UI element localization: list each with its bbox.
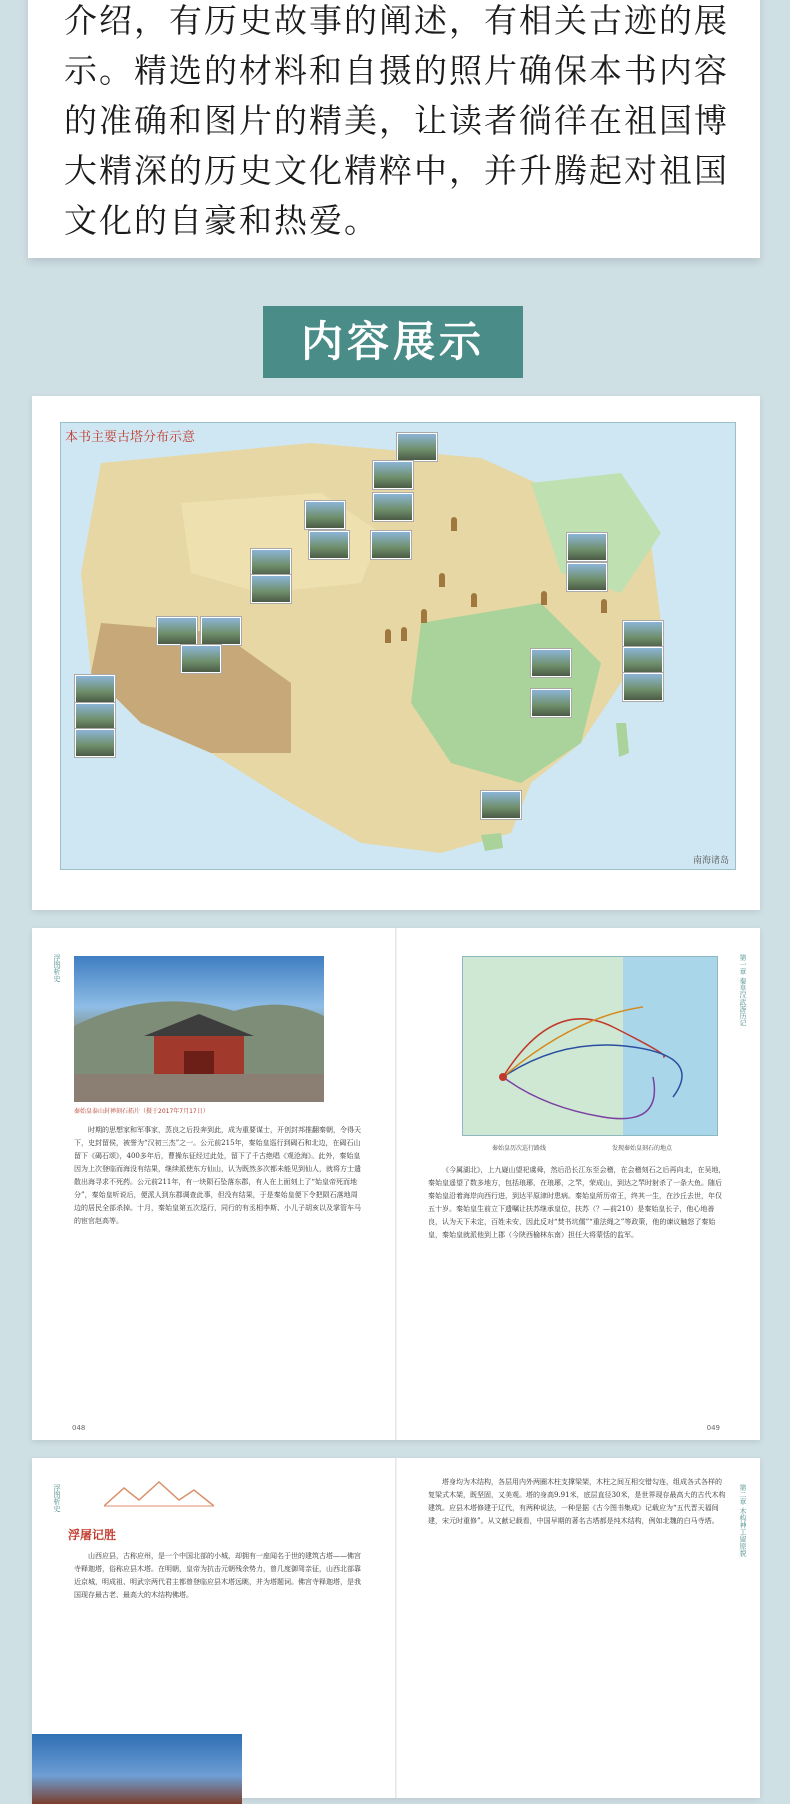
right-page-text: 塔身均为木结构，各层用内外两圈木柱支撑梁架，木柱之间互相交错勾连，组成各式各样的复梁式木架，既坚固，又美观。塔的身高9.91米，底层直径30米，是世界现存最高大的古代木构建筑。应县木塔修建于辽代，有两种说法，一种是据《古今图书集成》记载应为“五代晋天福间建，宋元时重修”。从文献记载看，中国早期的著名古塔都是纯木结构，例如北魏的白马寺塔。 bbox=[428, 1478, 726, 1525]
pagoda-photo bbox=[371, 531, 411, 559]
map-panel bbox=[32, 396, 760, 910]
intro-line: 示。精选的材料和自摄的照片确保本书内容 bbox=[64, 51, 729, 90]
book-spread-pagoda bbox=[32, 1458, 760, 1798]
pagoda-photo bbox=[397, 433, 437, 461]
map-caption: 南海诸岛 bbox=[692, 856, 729, 866]
pagoda-marker bbox=[439, 573, 445, 587]
right-page-text: 《今属湖北》，上九嶷山望祀虞舜，然后沿长江东至会稽，在会稽刻石之后再向北，在吴地，秦始皇遥望了数多地方，包括琅琊，在琅琊，之罘，荣成山，到达之罘时射杀了一条大鱼。随后秦始皇沿着海岸向西行进，到达平原津时患病。秦始皇所历帝王，终其一生，在沙丘去世，年仅五十岁。秦始皇生前立下遗嘱让扶苏继承皇位，扶苏（？—前210）是秦始皇长子，他心地善良，认为天下未定，百姓未安，因此反对“焚书坑儒”“重法绳之”等政策，他的谏议触怒了秦始皇，秦始皇就派他到上郡（今陕西榆林东南）担任大将蒙恬的监军。 bbox=[428, 1166, 726, 1239]
right-side-tab: 第二章 木构神工留原貌 bbox=[739, 1484, 747, 1557]
hainan-island bbox=[481, 833, 503, 851]
temple-photo bbox=[74, 956, 324, 1102]
pagoda-photo bbox=[531, 689, 571, 717]
left-side-tab: 浮图析史 bbox=[53, 1484, 61, 1512]
pagoda-photo bbox=[305, 501, 345, 529]
left-side-tab: 浮图析史 bbox=[53, 954, 61, 982]
book-spread-qin bbox=[32, 928, 760, 1440]
right-side-tab: 第一章 秦皇汉武游历记 bbox=[739, 954, 747, 1027]
pagoda-photo bbox=[157, 617, 197, 645]
pagoda-distribution-map bbox=[60, 422, 736, 870]
pagoda-marker bbox=[601, 599, 607, 613]
legend-routes: 秦始皇历次巡行路线 bbox=[492, 1145, 547, 1152]
page-gutter bbox=[395, 928, 397, 1440]
pagoda-photo bbox=[201, 617, 241, 645]
taiwan-island bbox=[616, 723, 629, 757]
pagoda-photo bbox=[309, 531, 349, 559]
pagoda-photo bbox=[251, 575, 291, 603]
pagoda-marker bbox=[401, 627, 407, 641]
pagoda-marker bbox=[541, 591, 547, 605]
pagoda-photo bbox=[373, 461, 413, 489]
pagoda-photo bbox=[623, 673, 663, 701]
pagoda-marker bbox=[451, 517, 457, 531]
page-number-left: 048 bbox=[72, 1424, 86, 1432]
intro-card bbox=[28, 0, 760, 258]
page-gutter bbox=[395, 1458, 397, 1798]
intro-line: 大精深的历史文化精粹中，并升腾起对祖国 bbox=[64, 151, 729, 190]
intro-line: 的准确和图片的精美，让读者徜徉在祖国博 bbox=[64, 101, 729, 140]
qin-route-map bbox=[462, 956, 718, 1136]
left-page-text: 时期的思想家和军事家，蒸良之后投奔到此，成为重要谋士，开创封邦推翻秦朝，令得天下，史封留侯，被誉为“汉初三杰”之一。公元前215年，秦始皇巡行到碣石和北边，在碣石山留下《碣石颂》，400多年后，曹操东征经过此处，留下了千古绝唱《观沧海》。此外，秦始皇因为上次登临而海没有结果，继续派使东方仙山，认为既然多次都未能见到仙人，就将方士遣散出海寻求不死药。公元前211年，有一块陨石坠落东郡，有人在上面刻上了“始皇帝死而地分”，秦始皇听说后，便派人到东郡调查此事，但没有结果，于是秦始皇便下令把陨石落地周边的居民全部杀掉。十月，秦始皇第五次巡行，同行的有丞相李斯、小儿子胡亥以及掌管车马的宦官赵高等。 bbox=[74, 1126, 361, 1225]
pagoda-photo bbox=[75, 675, 115, 703]
pagoda-photo bbox=[373, 493, 413, 521]
pagoda-marker bbox=[421, 609, 427, 623]
pagoda-photo bbox=[623, 621, 663, 649]
route-lines bbox=[463, 957, 717, 1135]
legend-stones: 发现秦始皇刻石的地点 bbox=[612, 1145, 673, 1152]
temple-illustration bbox=[74, 956, 324, 1102]
pagoda-photo bbox=[32, 1734, 242, 1804]
pagoda-marker bbox=[385, 629, 391, 643]
intro-text bbox=[64, 0, 734, 246]
intro-line: 文化的自豪和热爱。 bbox=[64, 201, 379, 240]
pagoda-photo bbox=[181, 645, 221, 673]
section-heading: 浮屠记胜 bbox=[68, 1528, 117, 1542]
page-number-right: 049 bbox=[706, 1424, 720, 1432]
photo-caption: 秦始皇泰山封禅刻石拓片（摄于2017年7月17日） bbox=[74, 1108, 209, 1115]
pagoda-photo bbox=[567, 533, 607, 561]
pagoda-photo bbox=[75, 703, 115, 731]
pagoda-photo bbox=[251, 549, 291, 577]
intro-line: 介绍，有历史故事的阐述，有相关古迹的展 bbox=[64, 1, 729, 40]
pagoda-photo bbox=[481, 791, 521, 819]
pagoda-photo bbox=[567, 563, 607, 591]
section-title: 内容展示 bbox=[263, 306, 523, 378]
left-page-text: 山西应县，古称应州，是一个中国北部的小城，却拥有一座闻名于世的建筑古塔——佛宫寺释迦塔，俗称应县木塔。在明朝，皇帝为抗击元朝残余势力，曾几度御驾亲征，山西北部靠近京城，明成祖、明武宗两代君主都曾登临应县木塔远眺，并为塔题词。佛宫寺释迦塔，是我国现存最古老、最高大的木结构佛塔。 bbox=[74, 1552, 361, 1599]
mountain-decoration bbox=[104, 1478, 214, 1508]
pagoda-photo bbox=[623, 647, 663, 675]
pagoda-photo bbox=[531, 649, 571, 677]
pagoda-marker bbox=[471, 593, 477, 607]
map-title: 本书主要古塔分布示意 bbox=[65, 430, 196, 445]
pagoda-photo bbox=[75, 729, 115, 757]
route-legend bbox=[462, 1140, 716, 1156]
